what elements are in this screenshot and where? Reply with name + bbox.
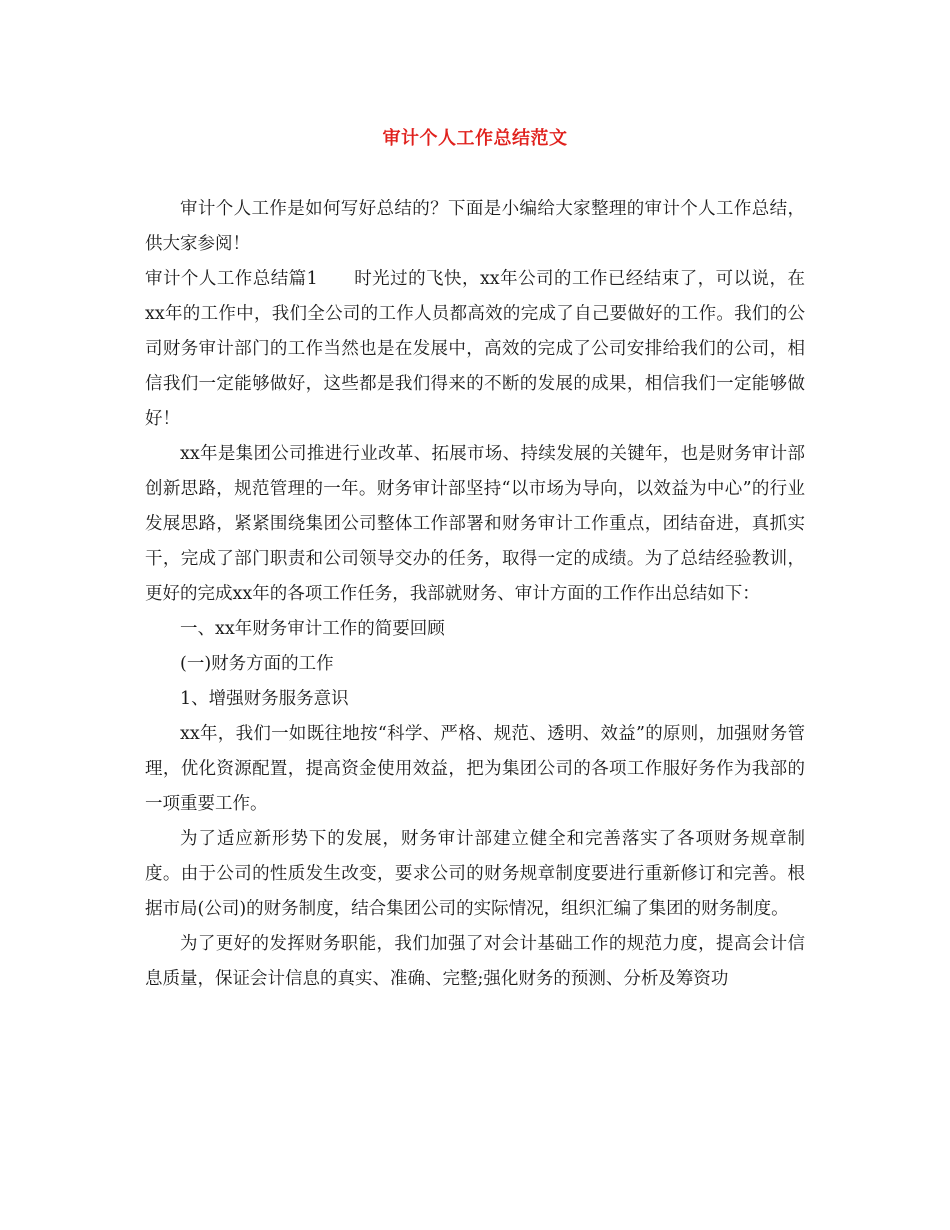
document-title: 审计个人工作总结范文 (382, 128, 568, 149)
section-text: 时光过的飞快，xx年公司的工作已经结束了，可以说，在xx年的工作中，我们全公司的工作人员都高效的完成了自己要做好的工作。我们的公司财务审计部门的工作当然也是在发展中，高效的完成了公司安排给我们的公司，相信我们一定能够做好，这些都是我们得来的不断的发展的成果，相信我们一定能够做好！ (145, 269, 805, 429)
intro-paragraph: 审计个人工作是如何写好总结的？下面是小编给大家整理的审计个人工作总结，供大家参阅！ (145, 199, 805, 254)
heading-3: 1、增强财务服务意识 (180, 689, 349, 709)
paragraph-3: xx年，我们一如既往地按“科学、严格、规范、透明、效益”的原则，加强财务管理，优化资源配置，提高资金使用效益，把为集团公司的各项工作服好务作为我部的一项重要工作。 (145, 724, 805, 814)
paragraph-4: 为了适应新形势下的发展，财务审计部建立健全和完善落实了各项财务规章制度。由于公司的性质发生改变，要求公司的财务规章制度要进行重新修订和完善。根据市局(公司)的财务制度，结合集团公司的实际情况，组织汇编了集团的财务制度。 (145, 829, 805, 919)
section-paragraph (145, 262, 805, 437)
heading-2: (一)财务方面的工作 (180, 654, 334, 674)
document-body (145, 192, 805, 997)
paragraph-2: xx年是集团公司推进行业改革、拓展市场、持续发展的关键年，也是财务审计部创新思路，规范管理的一年。财务审计部坚持“以市场为导向，以效益为中心”的行业发展思路，紧紧围绕集团公司整体工作部署和财务审计工作重点，团结奋进，真抓实干，完成了部门职责和公司领导交办的任务，取得一定的成绩。为了总结经验教训，更好的完成xx年的各项工作任务，我部就财务、审计方面的工作作出总结如下： (145, 444, 805, 604)
heading-1: 一、xx年财务审计工作的简要回顾 (180, 619, 445, 639)
paragraph-5: 为了更好的发挥财务职能，我们加强了对会计基础工作的规范力度，提高会计信息质量，保证会计信息的真实、准确、完整;强化财务的预测、分析及筹资功 (145, 934, 805, 989)
section-heading: 审计个人工作总结篇1 (145, 269, 318, 289)
